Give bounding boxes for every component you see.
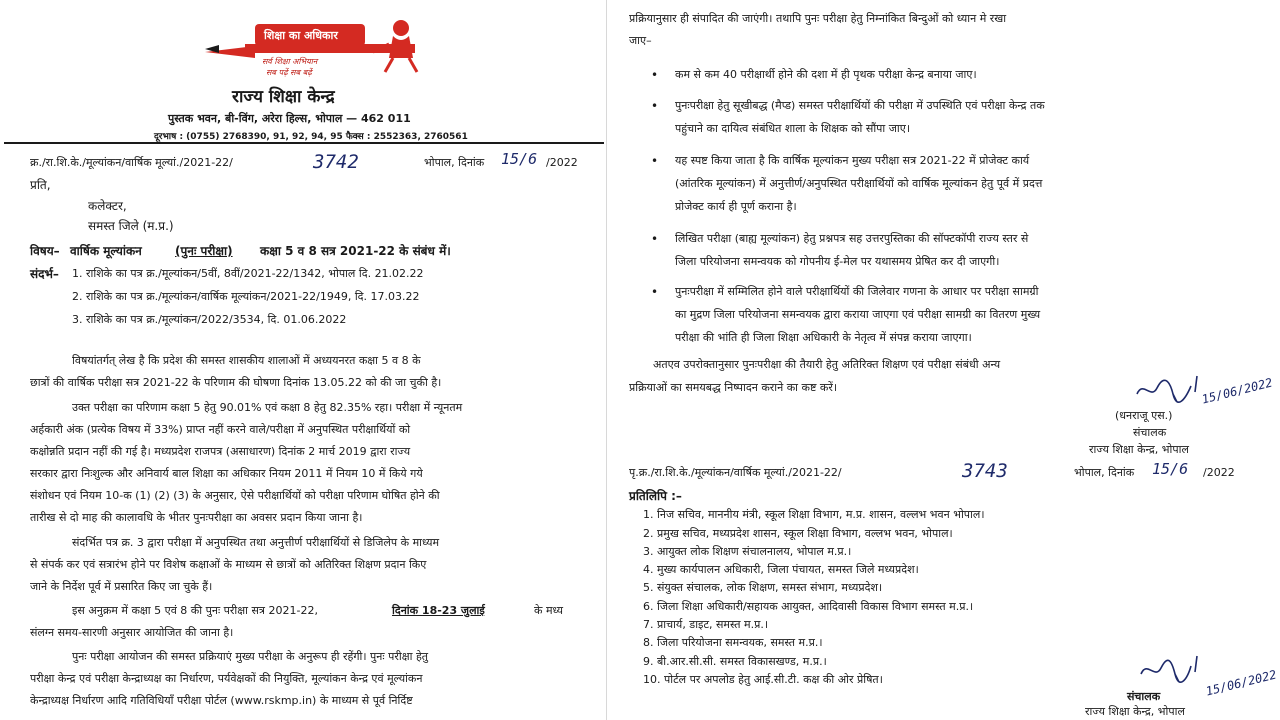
body-line: विषयांतर्गत् लेख है कि प्रदेश की समस्त शासकीय शालाओं में अध्ययनरत कक्षा 5 व 8 के: [72, 354, 421, 367]
signatory-office: राज्य शिक्षा केन्द्र, भोपाल: [1089, 443, 1189, 456]
signature-date-handwritten: 15/06/2022: [1200, 375, 1274, 407]
reference-item: 2. राशिके का पत्र क्र./मूल्यांकन/वार्षिक मूल्यांकन/2021-22/1949, दि. 17.03.22: [72, 290, 420, 303]
body-line: जाने के निर्देश पूर्व में प्रसारित किए जा चुके हैं।: [30, 580, 213, 593]
ref-year: /2022: [546, 156, 578, 169]
letter-page-1: [0, 0, 606, 720]
bullet-line: प्रोजेक्ट कार्य ही पूर्ण कराना है।: [675, 200, 797, 213]
bullet-line: कम से कम 40 परीक्षार्थी होने की दशा में ही पृथक परीक्षा केन्द्र बनाया जाए।: [675, 68, 977, 81]
copy-item: 8. जिला परियोजना समन्वयक, समस्त म.प्र.।: [643, 636, 823, 649]
ref-number-handwritten: 3742: [313, 151, 359, 173]
body-line: के मध्य: [534, 604, 564, 617]
body-line: छात्रों की वार्षिक परीक्षा सत्र 2021-22 के परिणाम की घोषणा दिनांक 13.05.22 को की जा चुकी है।: [30, 376, 442, 389]
ref2-number-handwritten: 3743: [962, 460, 1008, 482]
footer-office: राज्य शिक्षा केन्द्र, भोपाल: [1085, 705, 1185, 718]
copy-item: 5. संयुक्त संचालक, लोक शिक्षण, समस्त संभाग, मध्यप्रदेश।: [643, 581, 883, 594]
bullet-line: जिला परियोजना समन्वयक को गोपनीय ई-मेल पर यथासमय प्रेषित कर दी जाएगी।: [675, 255, 1000, 268]
footer-title: संचालक: [1127, 690, 1161, 703]
bullet-icon: •: [651, 154, 659, 168]
body-line: से संपर्क कर एवं सत्रारंभ होने पर विशेष कक्षाओं के माध्यम से छात्रों को अतिरिक्त शिक्षण प्रदान किए: [30, 558, 427, 571]
ref2-prefix: पृ.क्र./रा.शि.के./मूल्यांकन/वार्षिक मूल्यां./2021-22/: [629, 466, 842, 479]
bullet-line: पुनःपरीक्षा में सम्मिलित होने वाले परीक्षार्थियों की जिलेवार गणना के आधार पर परीक्षा सामग्री: [675, 285, 1039, 298]
org-title: राज्य शिक्षा केन्द्र: [232, 87, 335, 107]
bullet-icon: •: [651, 99, 659, 113]
reference-item: 3. राशिके का पत्र क्र./मूल्यांकन/2022/3534, दि. 01.06.2022: [72, 313, 347, 326]
org-address: पुस्तक भवन, बी-विंग, अरेरा हिल्स, भोपाल — 462 011: [168, 112, 411, 125]
body-line: अर्हकारी अंक (प्रत्येक विषय में 33%) प्राप्त नहीं करने वाले/परीक्षा में अनुपस्थित परीक्षार्थियों को: [30, 423, 411, 436]
logo-tagline-2: सब पढ़ें सब बढ़ें: [266, 68, 312, 77]
addressee-districts: समस्त जिले (म.प्र.): [88, 219, 174, 233]
ref-prefix: क्र./रा.शि.के./मूल्यांकन/वार्षिक मूल्यां./2021-22/: [30, 156, 233, 169]
body-date-highlight: दिनांक 18-23 जुलाई: [392, 604, 485, 617]
bullet-icon: •: [651, 232, 659, 246]
closing-line: अतएव उपरोक्तानुसार पुनःपरीक्षा की तैयारी हेतु अतिरिक्त शिक्षण एवं परीक्षा संबंधी अन्य: [653, 358, 1001, 371]
addressee-collector: कलेक्टर,: [88, 199, 127, 213]
copy-item: 9. बी.आर.सी.सी. समस्त विकासखण्ड, म.प्र.।: [643, 655, 827, 668]
bullet-line: का मुद्रण जिला परियोजना समन्वयक द्वारा कराया जाएगा एवं परीक्षा सामग्री का वितरण मुख्य: [675, 308, 1041, 321]
closing-line: प्रक्रियाओं का समयबद्ध निष्पादन कराने का कष्ट करें।: [629, 381, 837, 394]
references-label: संदर्भ–: [30, 267, 59, 281]
bullet-line: पहुंचाने का दायित्व संबंधित शाला के शिक्षक को सौंपा जाए।: [675, 122, 911, 135]
bullet-line: (आंतरिक मूल्यांकन) में अनुत्तीर्ण/अनुपस्थित परीक्षार्थियों को वार्षिक मूल्यांकन हेतु पूर्व में प्रदत्त: [675, 177, 1043, 190]
copy-item: 3. आयुक्त लोक शिक्षण संचालनालय, भोपाल म.प्र.।: [643, 545, 852, 558]
ref2-year: /2022: [1203, 466, 1235, 479]
page-edge: [606, 0, 607, 720]
body-line: संलग्न समय-सारणी अनुसार आयोजित की जाना है।: [30, 626, 234, 639]
subject-label: विषय–: [30, 244, 60, 258]
signatory-name: (धनराजू एस.): [1115, 409, 1173, 422]
body-line: तारीख से दो माह की कालावधि के भीतर पुनःपरीक्षा का अवसर प्रदान किया जाना है।: [30, 511, 363, 524]
ref2-date-handwritten: 15/6: [1152, 460, 1189, 478]
bullet-icon: •: [651, 68, 659, 82]
ref2-place-date: भोपाल, दिनांक: [1074, 466, 1135, 479]
copy-item: 2. प्रमुख सचिव, मध्यप्रदेश शासन, स्कूल शिक्षा विभाग, वल्लभ भवन, भोपाल।: [643, 527, 953, 540]
subject-text-a: वार्षिक मूल्यांकन: [70, 244, 142, 258]
copy-item: 7. प्राचार्य, डाइट, समस्त म.प्र.।: [643, 618, 769, 631]
bullet-line: पुनःपरीक्षा हेतु सूखीबद्ध (मैप्ड) समस्त परीक्षार्थियों की परीक्षा में उपस्थिति एवं परीक्षा केन्द्र तक: [675, 99, 1045, 112]
body-line: संदर्भित पत्र क्र. 3 द्वारा परीक्षा में अनुपस्थित तथा अनुत्तीर्ण परीक्षार्थियों से डिजिलेप के माध्यम: [72, 536, 440, 549]
body-line: सरकार द्वारा निःशुल्क और अनिवार्य बाल शिक्षा का अधिकार नियम 2011 में नियम 10 में किये गये: [30, 467, 423, 480]
copy-item: 4. मुख्य कार्यपालन अधिकारी, जिला पंचायत, समस्त जिले मध्यप्रदेश।: [643, 563, 919, 576]
bullet-line: परीक्षा की भांति ही जिला शिक्षा अधिकारी के नेतृत्व में संपन्न कराया जाएगा।: [675, 331, 972, 344]
ref-date-handwritten: 15/6: [501, 150, 538, 168]
page-gutter: [606, 0, 619, 720]
addressee-prati: प्रति,: [30, 178, 51, 192]
bullet-line: लिखित परीक्षा (बाह्य मूल्यांकन) हेतु प्रश्नपत्र सह उत्तरपुस्तिका की सॉफ्टकॉपी राज्य स्तर से: [675, 232, 1029, 245]
copy-item: 6. जिला शिक्षा अधिकारी/सहायक आयुक्त, आदिवासी विकास विभाग समस्त म.प्र.।: [643, 600, 974, 613]
shiksha-ka-adhikar-logo: [205, 14, 425, 94]
body-line: केन्द्राध्यक्ष निर्धारण आदि गतिविधियाँ परीक्षा पोर्टल (www.rskmp.in) के माध्यम से पूर्व निर्दिष्ट: [30, 694, 413, 707]
copy-item: 1. निज सचिव, माननीय मंत्री, स्कूल शिक्षा विभाग, म.प्र. शासन, वल्लभ भवन भोपाल।: [643, 508, 985, 521]
footer-date-handwritten: 15/06/2022: [1204, 667, 1278, 699]
bullet-icon: •: [651, 285, 659, 299]
intro-line: जाए–: [629, 34, 652, 47]
subject-text-c: कक्षा 5 व 8 सत्र 2021-22 के संबंध में।: [260, 244, 451, 258]
body-line: परीक्षा केन्द्र एवं परीक्षा केन्द्राध्यक्ष का निर्धारण, पर्यवेक्षकों की नियुक्ति, मूल्यांकन केन्द्र एवं मूल्यांकन: [30, 672, 423, 685]
body-line: उक्त परीक्षा का परिणाम कक्षा 5 हेतु 90.01% एवं कक्षा 8 हेतु 82.35% रहा। परीक्षा में न्यूनतम: [72, 401, 463, 414]
intro-line: प्रक्रियानुसार ही संपादित की जाएंगी। तथापि पुनः परीक्षा हेतु निम्नांकित बिन्दुओं को ध्यान मे रखा: [629, 12, 1007, 25]
body-line: इस अनुक्रम में कक्षा 5 एवं 8 की पुनः परीक्षा सत्र 2021-22,: [72, 604, 318, 617]
subject-text-b: (पुनः परीक्षा): [175, 244, 233, 258]
org-phone: दूरभाष : (0755) 2768390, 91, 92, 94, 95 फैक्स : 2552363, 2760561: [154, 132, 468, 142]
bullet-line: यह स्पष्ट किया जाता है कि वार्षिक मूल्यांकन मुख्य परीक्षा सत्र 2021-22 में प्रोजेक्ट कार्य: [675, 154, 1030, 167]
logo-slogan: शिक्षा का अधिकार: [264, 29, 338, 42]
copy-label: प्रतिलिपि :–: [629, 489, 682, 503]
footer-signature: [1137, 652, 1207, 692]
header-rule: [4, 142, 604, 144]
ref-place-date: भोपाल, दिनांक: [424, 156, 485, 169]
reference-item: 1. राशिके का पत्र क्र./मूल्यांकन/5वीं, 8वीं/2021-22/1342, भोपाल दि. 21.02.22: [72, 267, 424, 280]
signatory-title: संचालक: [1133, 426, 1167, 439]
logo-tagline-1: सर्व शिक्षा अभियान: [262, 57, 318, 66]
copy-item: 10. पोर्टल पर अपलोड हेतु आई.सी.टी. कक्ष की ओर प्रेषित।: [643, 673, 883, 686]
body-line: पुनः परीक्षा आयोजन की समस्त प्रक्रियाएं मुख्य परीक्षा के अनुरूप ही रहेंगी। पुनः परीक्षा हेतु: [72, 650, 429, 663]
director-signature: [1133, 370, 1213, 410]
letter-page-2: [619, 0, 1280, 720]
body-line: संशोधन एवं नियम 10-क (1) (2) (3) के अनुसार, ऐसे परीक्षार्थियों को परीक्षा परिणाम घोषित होने की: [30, 489, 440, 502]
body-line: कक्षोन्नति प्रदान नहीं की गई है। मध्यप्रदेश राजपत्र (असाधारण) दिनांक 2 मार्च 2019 द्वारा राज्य: [30, 445, 411, 458]
